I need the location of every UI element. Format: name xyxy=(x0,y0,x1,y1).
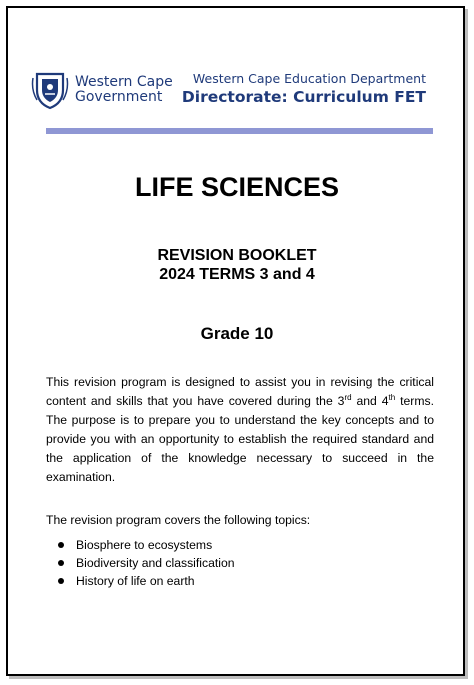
bullet-icon xyxy=(58,578,64,584)
superscript-rd: rd xyxy=(344,393,352,403)
topics-intro: The revision program covers the following topics: xyxy=(46,513,311,527)
intro-text-part-1: This revision program is designed to assist you in revising the critical content and skills that you have covered during the 3 xyxy=(46,375,434,409)
list-item xyxy=(58,536,235,554)
subtitle-line-2: 2024 TERMS 3 and 4 xyxy=(159,266,315,283)
list-item xyxy=(58,572,235,590)
subtitle-line-1: REVISION BOOKLET xyxy=(157,247,317,264)
bullet-icon xyxy=(58,542,64,548)
org-line-1: Western Cape xyxy=(75,74,173,90)
directorate-name: Directorate: Curriculum FET xyxy=(181,88,426,106)
intro-text-part-3: terms. The purpose is to prepare you to understand the key concepts and to provide you with an opportunity to establish the required standard and the application of the knowledge necessary to succeed in the examination. xyxy=(46,394,434,485)
department-name: Western Cape Education Department xyxy=(192,71,426,86)
list-item xyxy=(58,554,235,572)
topic-label: Biodiversity and classification xyxy=(76,556,235,570)
intro-paragraph xyxy=(46,373,434,488)
organisation-name xyxy=(75,75,173,105)
bullet-icon xyxy=(58,560,64,566)
topic-label: History of life on earth xyxy=(76,574,195,588)
intro-text-part-2: and 4 xyxy=(351,394,389,409)
coat-of-arms-icon xyxy=(31,70,69,110)
org-line-2: Government xyxy=(75,89,163,105)
superscript-th: th xyxy=(388,393,396,403)
topic-label: Biosphere to ecosystems xyxy=(76,538,213,552)
document-title: LIFE SCIENCES xyxy=(134,172,340,202)
grade-label: Grade 10 xyxy=(200,324,274,343)
header-divider xyxy=(46,128,433,134)
topics-list xyxy=(58,536,235,590)
